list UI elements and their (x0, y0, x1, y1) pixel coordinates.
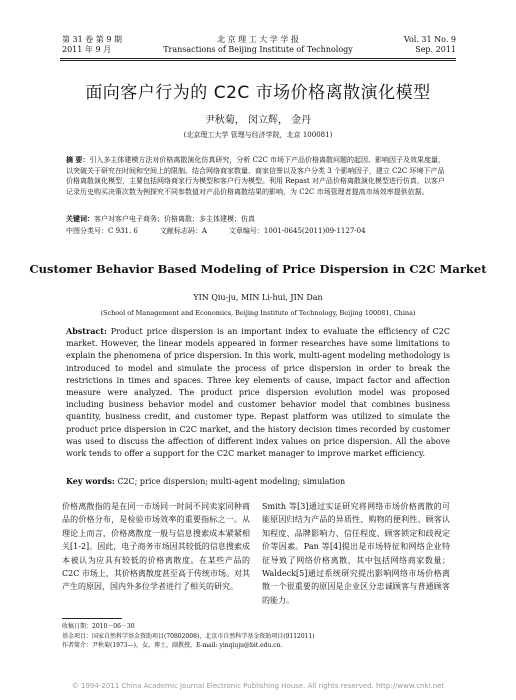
body-column-left: 价格离散指的是在同一市场同一时间不同卖家同种商品的价格分布，是检验市场效率的重要指标之一。从理论上而言，价格离散度一般与信息搜索成本紧紧相关[1-2]。因此，电子商务市场因其较低的信息搜索成本被认为应具有较低的价格离散度。在某些产品的 C2C 市场上，其价格离散度甚至高于传统市场。对其产生的原因，国内外多位学者进行了相关的研究。 (62, 502, 250, 592)
keywords-cn-text: 客户对客户电子商务；价格离散；多主体建模；仿真 (94, 215, 255, 223)
footnote (62, 622, 462, 651)
copyright-notice: © 1994-2011 China Academic Journal Electronic Publishing House. All rights reserved. http://www.cnki.net (71, 682, 445, 690)
issue-volume: 第 31 卷 第 9 期 (62, 35, 122, 44)
volume-date: Sep. 2011 (415, 45, 456, 54)
classification-row (66, 226, 450, 236)
abstract-cn-label: 摘 要： (66, 155, 90, 164)
footnote-author: 作者简介：尹秋菊(1973—)，女，博士，副教授，E-mail: yinqiuju@bit.edu.cn. (62, 642, 283, 649)
header-rule-2 (60, 60, 456, 61)
affiliation-en: (School of Management and Economics, Beijing Institute of Technology, Beijing 100081, China) (100, 309, 416, 317)
abstract-cn (66, 155, 450, 197)
abstract-en-text: Product price dispersion is an important index to evaluate the efficiency of C2C market. However, the linear models appeared in former researches have some limitations to explain the phenomena of price dispersion. In this work, multi-agent modeling methodology is introduced to model and simulate the process of price dispersion in order to break the restrictions in times and spaces. Three key elements of cause, impact factor and affection measure were analyzed. The product price dispersion evolution model was proposed including business behavior model and customer behavior model that combines business quantity, business credit, and customer type. Repast platform was utilized to simulate the product price dispersion in C2C market, and the history decision times recorded by customer was used to discuss the affection of different index values on price dispersion. All the above work tends to offer a support for the C2C market manager to improve market efficiency. (66, 327, 450, 459)
keywords-en-text: C2C; price dispersion; multi-agent modeling; simulation (117, 477, 346, 486)
keywords-en-label: Key words: (66, 476, 115, 486)
document-code: 文献标志码：A (159, 227, 207, 235)
journal-volume-info (404, 35, 456, 55)
affiliation-cn: (北京理工大学 管理与经济学院，北京 100081) (183, 131, 333, 139)
paper-title-en: Customer Behavior Based Modeling of Price Dispersion in C2C Market (29, 262, 487, 276)
keywords-cn-label: 关键词： (66, 214, 94, 223)
footnote-received: 收稿日期：2010－06－30 (62, 623, 135, 630)
paper-title-cn: 面向客户行为的 C2C 市场价格离散演化模型 (85, 83, 431, 103)
authors-en: YIN Qiu-ju, MIN Li-hui, JIN Dan (193, 293, 323, 302)
body-column-right: Smith 等[3]通过实证研究将网络市场价格离散的可能原因归结为产品的异质性、购物的便利性、顾客认知程度、品牌影响力、信任程度、顾客锁定和歧视定价等因素。Pan 等[4]提出是市场特征和网络企业特征导致了网络价格离散，其中包括网络商家数量；Waldeck[5]通过系统研究提出影响网络市场价格离散一个很重要的原因是企业区分忠诚顾客与普通顾客的能力。 (262, 502, 450, 605)
issue-date: 2011 年 9 月 (62, 45, 112, 54)
abstract-cn-text: 引入多主体建模方法对价格离散演化仿真研究，分析 C2C 市场下产品价格离散问题的起因、影响因子及效果度量，以突破关于研究在时间和空间上的限制。结合网络商家数量、商家信誉以及客户分类 3 个影响因子，建立 C2C 环境下产品价格离散演化模型，主要包括网络商家行为模型和客户行为模型。利用 Repast 对产品价格离散演化模型进行仿真，以客户记录历史购买决策次数为例探究不同参数值对产品价格离散结果的影响，为 C2C 市场管理者提高市场效率提供依据。 (66, 156, 446, 196)
clc-number: 中图分类号：C 931. 6 (66, 227, 138, 235)
footnote-rule (62, 618, 122, 619)
volume-number: Vol. 31 No. 9 (403, 35, 456, 44)
header-rule (60, 58, 456, 59)
keywords-en (66, 476, 450, 486)
journal-name-cn: 北 京 理 工 大 学 学 报 (217, 35, 299, 44)
authors-cn: 尹秋菊， 闵立辉， 金丹 (204, 115, 312, 126)
abstract-en (66, 325, 450, 460)
keywords-cn (66, 214, 450, 225)
footnote-funding: 基金项目：国家自然科学基金资助项目(70802008)，北京市自然科学基金资助项目(9112011) (62, 632, 315, 640)
abstract-en-label: Abstract: (66, 326, 107, 336)
article-number: 文章编号：1001-0645(2011)09-1127-04 (228, 227, 366, 235)
journal-name-en: Transactions of Beijing Institute of Technology (163, 45, 353, 54)
